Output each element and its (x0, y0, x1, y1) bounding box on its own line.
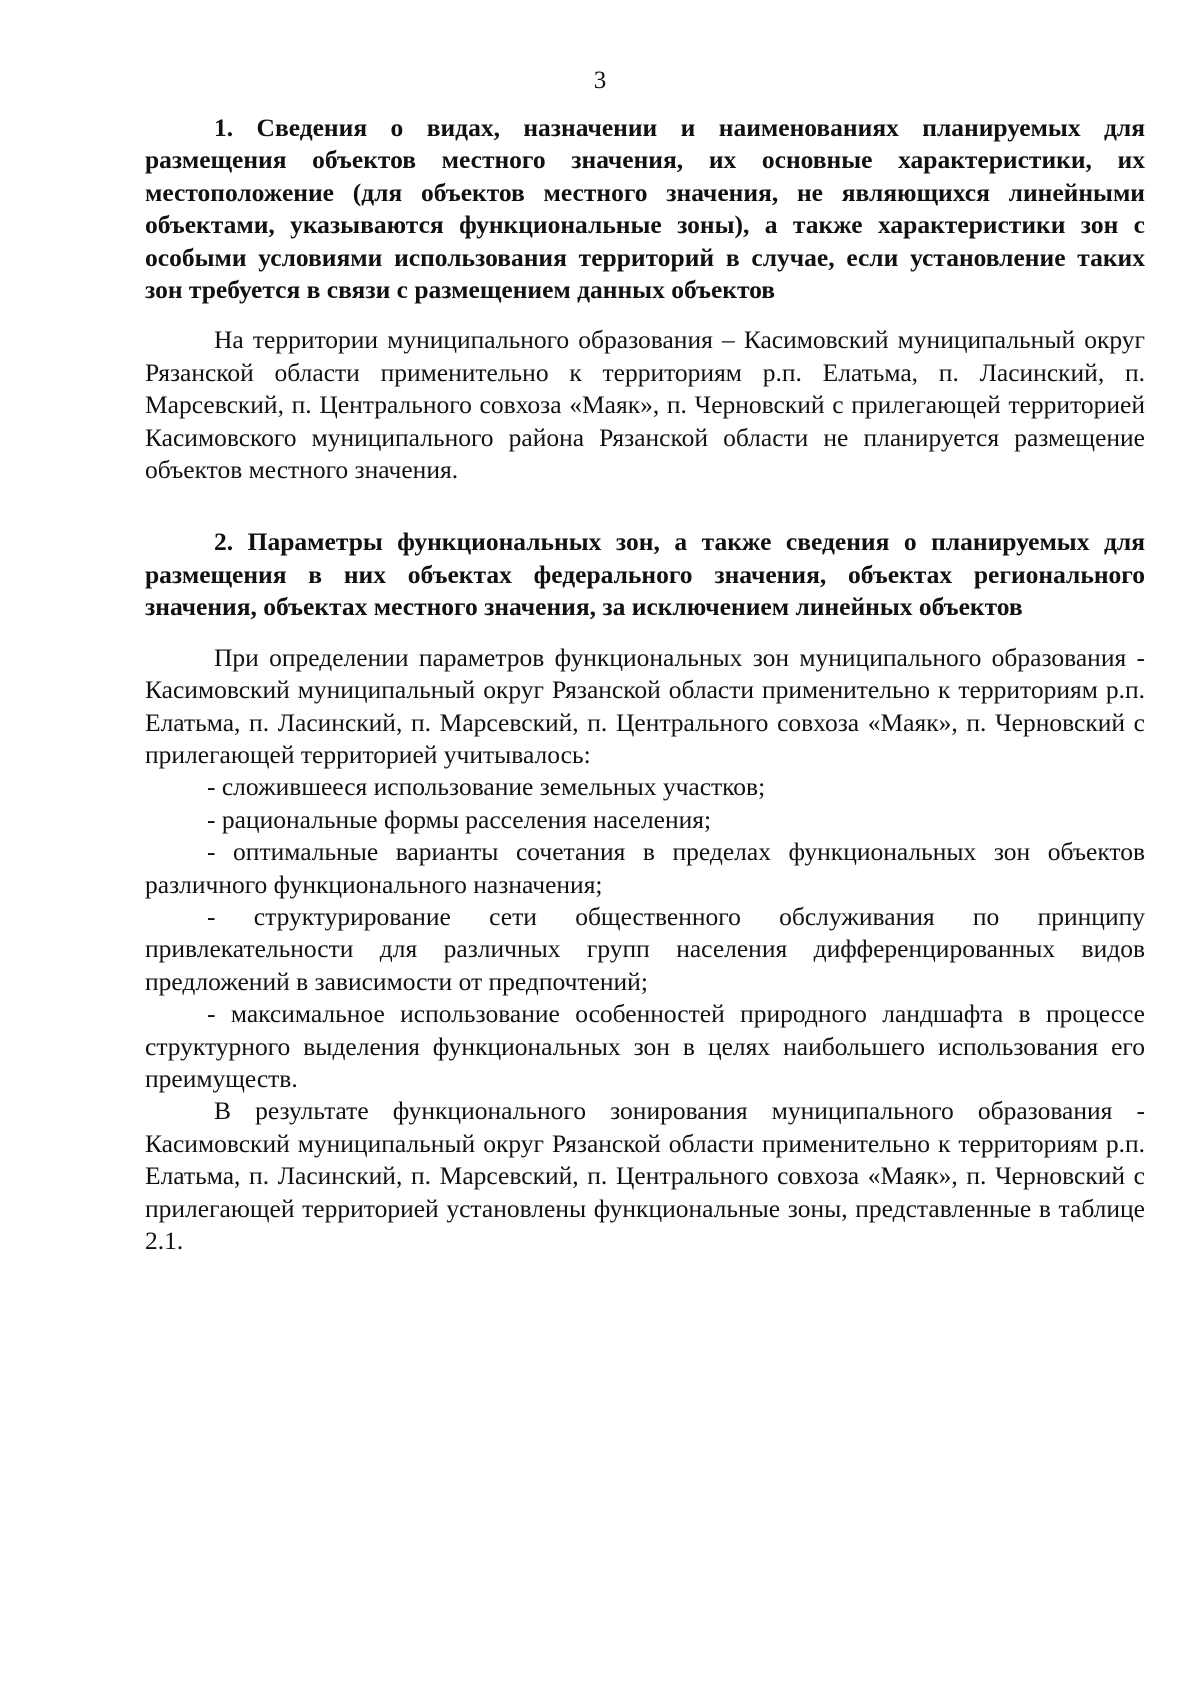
section-1-paragraph: На территории муниципального образования – Касимовский муниципальный округ Рязанской области применительно к территориям р.п. Елатьма, п. Ласинский, п. Марсевский, п. Центрального совхоза «Маяк», п. Черновский с прилегающей территорией Касимовского муниципального района Рязанской области не планируется размещение объектов местного значения. (145, 325, 1145, 485)
page-number: 3 (593, 67, 607, 94)
page-content (145, 112, 1145, 1257)
list-item: - рациональные формы расселения населения; (207, 804, 712, 834)
list-item: - сложившееся использование земельных участков; (207, 772, 766, 802)
section-2-heading: 2. Параметры функциональных зон, а также сведения о планируемых для размещения в них объектах федерального значения, объектах регионального значения, объектах местного значения, за исключением линейных объектов (145, 527, 1145, 622)
list-item: - максимальное использование особенностей природного ландшафта в процессе структурного выделения функциональных зон в целях наибольшего использования его преимуществ. (145, 999, 1145, 1093)
list-item: - оптимальные варианты сочетания в пределах функциональных зон объектов различного функционального назначения; (145, 837, 1145, 899)
list-item: - структурирование сети общественного обслуживания по принципу привлекательности для различных групп населения дифференцированных видов предложений в зависимости от предпочтений; (145, 901, 1145, 996)
section-2-conclusion: В результате функционального зонирования муниципального образования - Касимовский муниципальный округ Рязанской области применительно к территориям р.п. Елатьма, п. Ласинский, п. Марсевский, п. Центрального совхоза «Маяк», п. Черновский с прилегающей территорией установлены функциональные зоны, представленные в таблице 2.1. (145, 1096, 1145, 1255)
section-1-heading: 1. Сведения о видах, назначении и наименованиях планируемых для размещения объектов местного значения, их основные характеристики, их местоположение (для объектов местного значения, не являющихся линейными объектами, указываются функциональные зоны), а также характеристики зон с особыми условиями использования территорий в случае, если установление таких зон требуется в связи с размещением данных объектов (145, 113, 1145, 305)
section-2-intro: При определении параметров функциональных зон муниципального образования - Касимовский муниципальный округ Рязанской области применительно к территориям р.п. Елатьма, п. Ласинский, п. Марсевский, п. Центрального совхоза «Маяк», п. Черновский с прилегающей территорией учитывалось: (145, 642, 1145, 769)
section-2-list (145, 771, 1145, 1095)
